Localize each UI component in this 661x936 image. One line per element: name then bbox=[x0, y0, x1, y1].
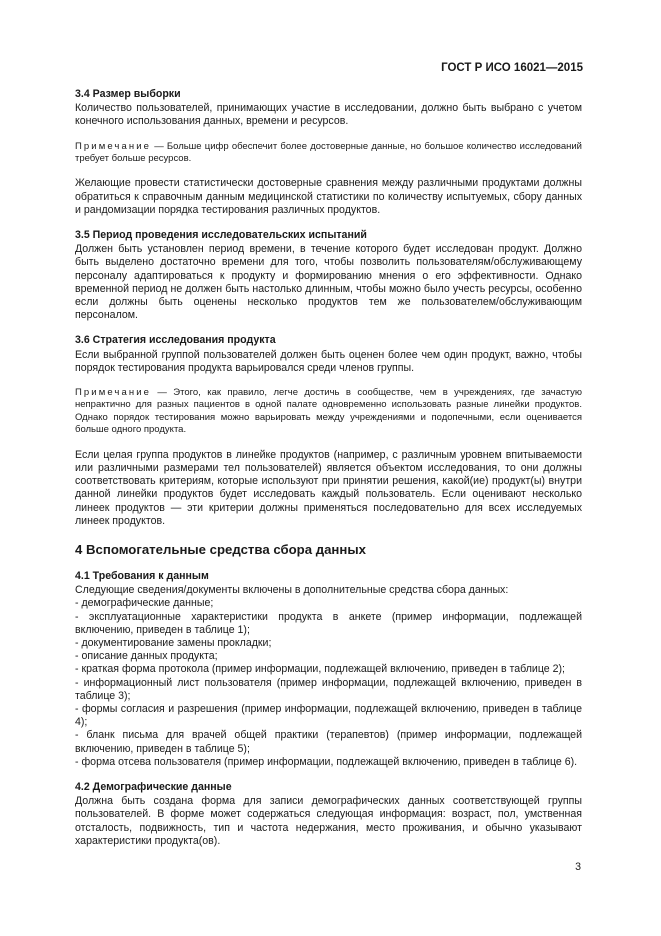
paragraph: Должен быть установлен период времени, в течение которого будет исследован продукт. Должно быть выделено достаточно времени для того, чтобы позволить пользователям/обслуживающему персоналу адаптироваться к продукту и формированию мнения о его эффективности. Однако временной период не должен быть настолько длинным, чтобы можно было учесть ресурсы, особенно если должны быть оценены несколько продуктов тем же пользователем/обслуживающим персоналом. bbox=[75, 243, 582, 322]
note-label: Примечание bbox=[75, 140, 151, 152]
page-number: 3 bbox=[575, 861, 581, 873]
list-item: - документирование замены прокладки; bbox=[75, 636, 272, 649]
list-item: - формы согласия и разрешения (пример информации, подлежащей включению, приведен в таблице 4); bbox=[75, 702, 582, 729]
paragraph: Желающие провести статистически достоверные сравнения между различными продуктами должны обратиться к справочным данным медицинской статистики по количеству испытуемых, сбору данных и рандомизации порядка тестирования различных продуктов. bbox=[75, 177, 582, 216]
section-heading-3-5: 3.5 Период проведения исследовательских испытаний bbox=[75, 229, 367, 242]
list-item: - эксплуатационные характеристики продукта в анкете (пример информации, подлежащей включению, приведен в таблице 1); bbox=[75, 610, 582, 636]
note-label: Примечание bbox=[75, 387, 151, 399]
note bbox=[75, 141, 582, 166]
section-heading-4-2: 4.2 Демографические данные bbox=[75, 780, 232, 793]
list-item: - описание данных продукта; bbox=[75, 650, 218, 663]
section-heading-3-6: 3.6 Стратегия исследования продукта bbox=[75, 334, 276, 347]
note-text: — Больше цифр обеспечит более достоверные данные, но большое количество исследований требует больше ресурсов. bbox=[75, 140, 582, 165]
requirements-list bbox=[75, 597, 582, 769]
paragraph: Должна быть создана форма для записи демографических данных соответствующей группы пользователей. В форме может содержаться следующая информация: возраст, пол, умственная отсталость, подвижность, тип и частота недержания, место проживания, и обычно указывают характеристики продукта(ов). bbox=[75, 795, 582, 847]
section-heading-4-1: 4.1 Требования к данным bbox=[75, 569, 209, 582]
paragraph: Если целая группа продуктов в линейке продуктов (например, с различным уровнем впитываемости или различными размерами тел пользователей) является объектом исследования, то они должны соответствовать критериям, которые используют при принятии решения, какой(ие) продукт(ы) внутри данной линейки продуктов будет исследовать каждый пользователь. Если оценивают несколько линеек продуктов — эти критерии должны применяться последовательно для всех исследуемых линеек продуктов. bbox=[75, 448, 582, 527]
section-heading-3-4: 3.4 Размер выборки bbox=[75, 88, 181, 100]
list-item: - демографические данные; bbox=[75, 597, 214, 610]
list-item: - форма отсева пользователя (пример информации, подлежащей включению, приведен в таблице 6). bbox=[75, 755, 578, 768]
list-item: - бланк письма для врачей общей практики (терапевтов) (пример информации, подлежащей включению, приведен в таблице 5); bbox=[75, 729, 582, 755]
list-item: - краткая форма протокола (пример информации, подлежащей включению, приведен в таблице 2); bbox=[75, 663, 565, 676]
paragraph: Если выбранной группой пользователей должен быть оценен более чем один продукт, важно, чтобы порядок тестирования продукта варьировался среди членов группы. bbox=[75, 348, 582, 374]
document-body bbox=[75, 88, 582, 848]
paragraph: Количество пользователей, принимающих участие в исследовании, должно быть выбрано с учетом конечного использования данных, времени и ресурсов. bbox=[75, 102, 582, 128]
note-text: — Этого, как правило, легче достичь в сообществе, чем в учреждениях, где зачастую непрактично для разных пациентов в одной палате одновременно использовать разные линейки продуктов. Однако порядок тестирования можно варьировать между учреждениями и подопечными, если оценивается больше одного продукта. bbox=[75, 387, 582, 436]
document-header: ГОСТ Р ИСО 16021—2015 bbox=[441, 62, 583, 74]
list-item: - информационный лист пользователя (пример информации, подлежащей включению, приведен в таблице 3); bbox=[75, 676, 582, 702]
note bbox=[75, 387, 582, 437]
paragraph: Следующие сведения/документы включены в дополнительные средства сбора данных: bbox=[75, 584, 509, 597]
section-heading-4: 4 Вспомогательные средства сбора данных bbox=[75, 541, 366, 557]
